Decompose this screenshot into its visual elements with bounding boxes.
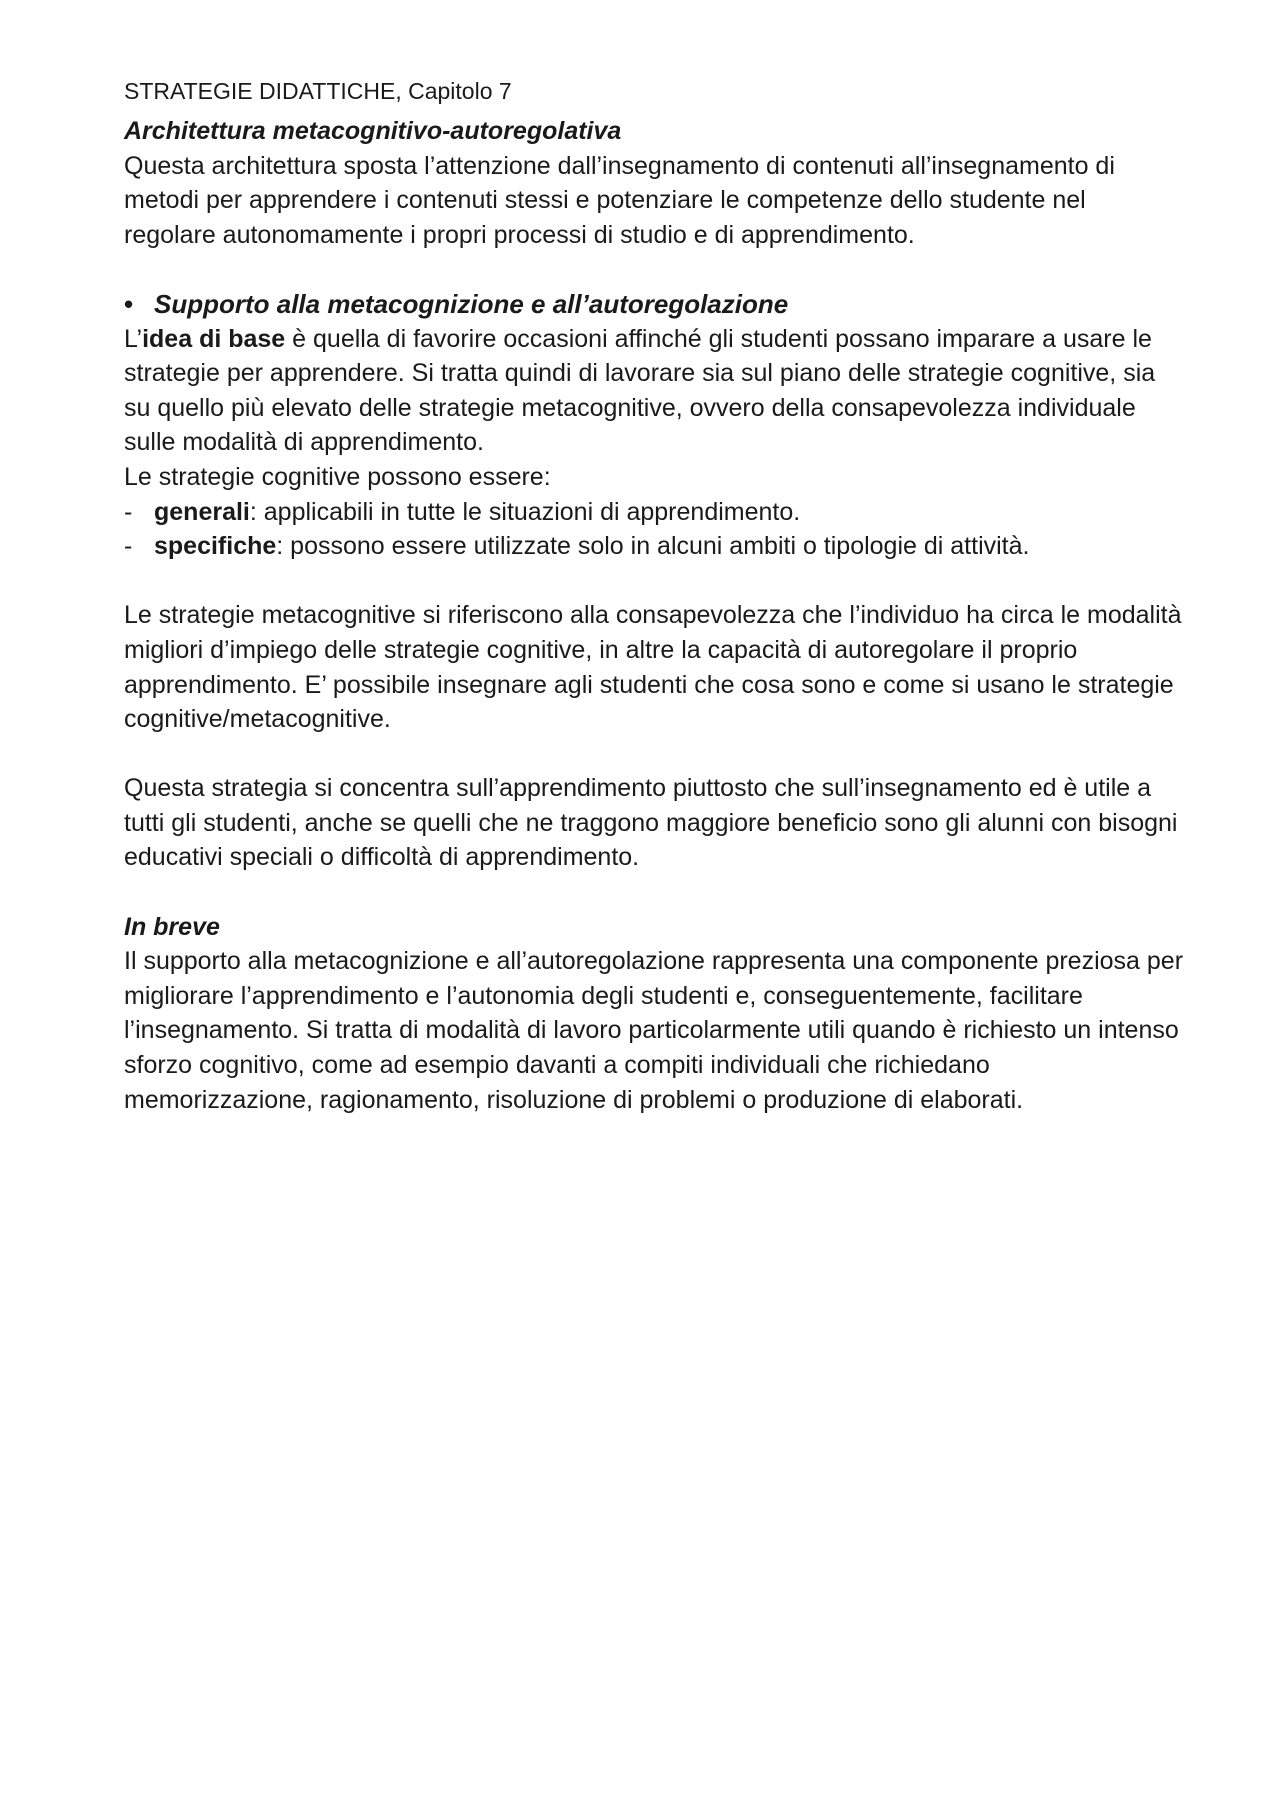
subsection-heading — [124, 287, 1184, 322]
list-item — [124, 529, 1184, 564]
spacer — [124, 252, 1184, 287]
spacer — [124, 564, 1184, 599]
list-item-text — [154, 495, 800, 530]
bullet-icon: • — [124, 288, 134, 319]
section-title: Architettura metacognitivo-autoregolativa — [124, 117, 622, 145]
subsection-paragraph-2: Le strategie metacognitive si riferiscono alla consapevolezza che l’individuo ha circa le modalità migliori d’impiego delle strategie cognitive, in altre la capacità di autoregolare il proprio apprendimento. E’ possibile insegnare agli studenti che cosa sono e come si usano le strategie cognitive/metacognitive. — [124, 601, 1182, 734]
subsection-paragraph-1 — [124, 322, 1184, 460]
summary-title: In breve — [124, 912, 220, 941]
p1-rest: è quella di favorire occasioni affinché gli studenti possano imparare a usare le strategie per apprendere. Si tratta quindi di lavorare sia sul piano delle strategie cognitive, sia su quello più elevato delle strategie metacognitive, ovvero della consapevolezza individuale sulle modalità di apprendimento. — [124, 324, 1156, 457]
list-item-desc: : possono essere utilizzate solo in alcuni ambiti o tipologie di attività. — [276, 532, 1030, 561]
p1-prefix: L’ — [124, 324, 143, 353]
page-header: STRATEGIE DIDATTICHE, Capitolo 7 — [124, 78, 512, 104]
spacer — [124, 737, 1184, 772]
subsection-heading-text: Supporto alla metacognizione e all’autoregolazione — [154, 288, 789, 319]
dash-icon: - — [124, 497, 133, 526]
list-item — [124, 495, 1184, 530]
list-item-text — [154, 529, 1029, 564]
spacer — [124, 875, 1184, 910]
list-item-term: generali — [154, 497, 250, 526]
summary-text: Il supporto alla metacognizione e all’autoregolazione rappresenta una componente preziosa per migliorare l’apprendimento e l’autonomia degli studenti e, conseguentemente, facilitare l’insegnamento. Si tratta di modalità di lavoro particolarmente utili quando è richiesto un intenso sforzo cognitivo, come ad esempio davanti a compiti individuali che richiedano memorizzazione, ragionamento, risoluzione di problemi o produzione di elaborati. — [124, 947, 1184, 1114]
subsection-paragraph-3: Questa strategia si concentra sull’apprendimento piuttosto che sull’insegnamento ed è utile a tutti gli studenti, anche se quelli che ne traggono maggiore beneficio sono gli alunni con bisogni educativi speciali o difficoltà di apprendimento. — [124, 774, 1178, 872]
list-item-desc: : applicabili in tutte le situazioni di apprendimento. — [249, 497, 801, 526]
list-item-term: specifiche — [154, 532, 277, 561]
section-intro: Questa architettura sposta l’attenzione dall’insegnamento di contenuti all’insegnamento di metodi per apprendere i contenuti stessi e potenziare le competenze dello studente nel regolare autonomamente i propri processi di studio e di apprendimento. — [124, 151, 1115, 249]
dash-icon: - — [124, 532, 133, 561]
list-intro: Le strategie cognitive possono essere: — [124, 462, 551, 491]
document-page — [124, 74, 1184, 1117]
p1-bold-term: idea di base — [142, 324, 286, 353]
